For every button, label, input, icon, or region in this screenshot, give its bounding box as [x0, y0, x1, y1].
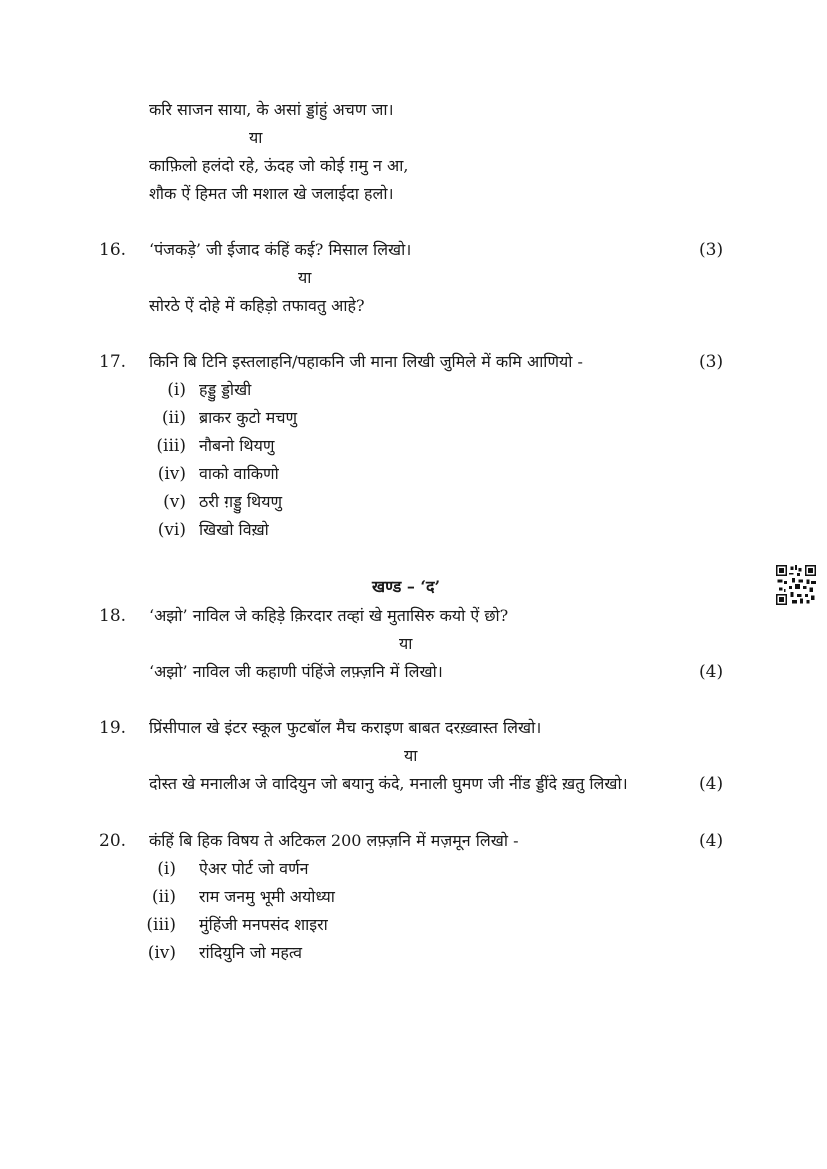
intro-line-3: शौक ऐं हिमत जी मशाल खे जलाईदा हलो। [149, 184, 394, 203]
sub-item-text: हड्डु ड्डोखी [199, 380, 252, 399]
question-number: 19. [99, 718, 127, 738]
question-text: किनि बि टिनि इस्तलाहनि/पहाकनि जी माना लिखी जुमिले में कमि आणियो - [149, 352, 583, 371]
sub-item-text: रांदियुनि जो महत्व [199, 943, 303, 962]
sub-item-text: खिखो विख़ो [199, 520, 269, 539]
or-separator: या [399, 634, 413, 653]
intro-line-1: करि साजन साया, के असां ड्डांहुं अचण जा। [149, 100, 394, 119]
question-number: 17. [99, 352, 127, 372]
or-separator: या [298, 268, 312, 287]
question-marks: (4) [699, 831, 724, 851]
alternative-question: ‘अझो’ नाविल जी कहाणी पंहिंजे लफ़्ज़नि में लिखो। [149, 662, 443, 681]
question-marks: (3) [699, 352, 724, 372]
sub-item-label: (iii) [156, 436, 186, 456]
sub-item-label: (ii) [161, 408, 186, 428]
question-text: ‘अझो’ नाविल जे कहिड़े क़िरदार तव्हां खे मुतासिरु कयो ऐं छो? [149, 606, 509, 625]
sub-item-label: (ii) [151, 887, 176, 907]
alternative-question: दोस्त खे मनालीअ जे वादियुन जो बयानु कंदे, मनाली घुमण जी नींड ड्डींदे ख़तु लिखो। [149, 774, 628, 793]
sub-item-label: (i) [167, 380, 186, 400]
question-marks: (4) [699, 662, 724, 682]
intro-line-2: काफ़िलो हलंदो रहे, ऊंदह जो कोई ग़मु न आ, [149, 156, 409, 175]
sub-item-text: ठरी ग़ड्डु थियणु [199, 492, 283, 511]
intro-or: या [249, 128, 263, 147]
sub-item-label: (v) [163, 492, 186, 512]
question-text: प्रिंसीपाल खे इंटर स्कूल फुटबॉल मैच कराइण बाबत दरख़्वास्त लिखो। [149, 718, 542, 737]
or-separator: या [404, 746, 418, 765]
sub-item-label: (i) [157, 859, 176, 879]
sub-item-text: राम जनमु भूमी अयोध्या [199, 887, 335, 906]
sub-item-text: ऐअर पोर्ट जो वर्णन [199, 859, 309, 878]
question-text: कंहिं बि हिक विषय ते अटिकल 200 लफ़्ज़नि में मज़मून लिखो - [149, 831, 519, 850]
question-marks: (4) [699, 774, 724, 794]
question-text: ‘पंजकड़े’ जी ईजाद कंहिं कई? मिसाल लिखो। [149, 240, 412, 259]
sub-item-text: वाको वाकिणो [199, 464, 279, 483]
sub-item-label: (vi) [157, 520, 186, 540]
question-number: 18. [99, 606, 127, 626]
sub-item-label: (iv) [147, 943, 176, 963]
qr-code-icon [776, 565, 816, 605]
sub-item-label: (iv) [157, 464, 186, 484]
sub-item-text: नौबनो थियणु [199, 436, 275, 455]
section-heading: खण्ड – ‘द’ [372, 577, 441, 596]
sub-item-text: मुंहिंजी मनपसंद शाइरा [199, 915, 328, 934]
alternative-question: सोरठे ऐं दोहे में कहिड़ो तफावतु आहे? [149, 296, 365, 315]
question-marks: (3) [699, 240, 724, 260]
sub-item-label: (iii) [146, 915, 176, 935]
question-number: 16. [99, 240, 127, 260]
sub-item-text: ब्राकर कुटो मचणु [199, 408, 298, 427]
question-number: 20. [99, 831, 127, 851]
